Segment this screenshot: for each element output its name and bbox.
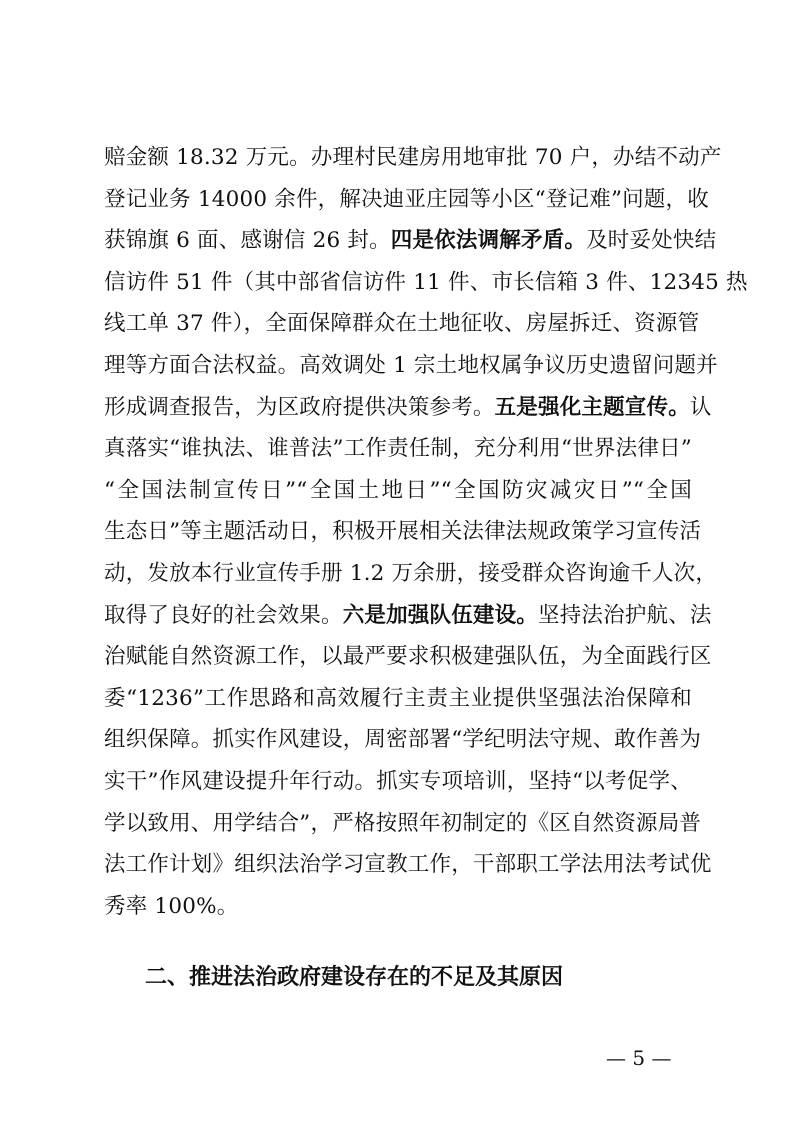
text-segment: 真落实“谁执法、谁普法”工作责任制，充分利用“世界法律日” <box>104 436 692 462</box>
body-text-line <box>104 180 709 220</box>
body-text-line <box>104 221 717 261</box>
body-text-line <box>104 429 692 469</box>
body-text-line <box>104 845 712 885</box>
body-text-line <box>104 346 718 386</box>
body-text-line <box>104 762 692 802</box>
body-text-line <box>104 471 692 511</box>
body-text-line <box>104 637 712 677</box>
text-segment: 及时妥处快结 <box>586 228 717 254</box>
text-segment: 形成调查报告，为区政府提供决策参考。 <box>104 394 495 420</box>
bold-item-heading: 四是依法调解矛盾。 <box>390 228 587 254</box>
text-segment: 取得了良好的社会效果。 <box>104 602 343 628</box>
text-segment: 线工单 37 件），全面保障群众在土地征收、房屋拆迁、资源管 <box>104 311 700 337</box>
body-text-line <box>104 720 702 760</box>
text-segment: 登记业务 14000 余件，解决迪亚庄园等小区“登记难”问题，收 <box>104 186 709 212</box>
text-segment: 法工作计划》组织法治学习宣教工作，干部职工学法用法考试优 <box>104 852 712 878</box>
body-text-line <box>104 554 718 594</box>
text-segment: 获锦旗 6 面、感谢信 26 封。 <box>104 228 391 254</box>
text-segment: 治赋能自然资源工作，以最严要求积极建强队伍，为全面践行区 <box>104 644 712 670</box>
text-segment: 组织保障。抓实作风建设，周密部署“学纪明法守规、敢作善为 <box>104 727 702 753</box>
text-segment: 委“1236”工作思路和高效履行主责主业提供坚强法治保障和 <box>104 685 692 711</box>
body-text-line <box>104 138 722 178</box>
text-segment: 认 <box>689 394 712 420</box>
text-segment: 生态日”等主题活动日，积极开展相关法律法规政策学习宣传活 <box>104 519 702 545</box>
body-text-line <box>104 263 748 303</box>
text-segment: 动，发放本行业宣传手册 1.2 万余册，接受群众咨询逾千人次， <box>104 561 718 586</box>
body-text-line <box>104 804 702 844</box>
page-number: — 5 — <box>606 1046 672 1071</box>
body-text-line <box>104 304 700 344</box>
body-text-line <box>104 887 692 927</box>
body-text-line <box>104 388 712 428</box>
text-segment: 学以致用、用学结合”，严格按照年初制定的《区自然资源局普 <box>104 810 702 836</box>
text-segment: “全国法制宣传日”“全国土地日”“全国防灾减灾日”“全国 <box>104 477 692 503</box>
body-text-line <box>104 679 692 719</box>
text-segment: 信访件 51 件（其中部省信访件 11 件、市长信箱 3 件、12345 热 <box>104 269 748 295</box>
text-segment: 实干”作风建设提升年行动。抓实专项培训，坚持“以考促学、 <box>104 769 692 794</box>
body-text-line <box>104 512 702 552</box>
bold-item-heading: 六是加强队伍建设。 <box>342 602 539 628</box>
text-segment: 秀率 100%。 <box>104 893 239 919</box>
text-segment: 赔金额 18.32 万元。办理村民建房用地审批 70 户，办结不动产 <box>104 145 722 170</box>
body-text-line <box>104 596 712 636</box>
section-heading: 二、推进法治政府建设存在的不足及其原因 <box>145 965 564 991</box>
text-segment: 坚持法治护航、法 <box>538 602 712 628</box>
text-segment: 理等方面合法权益。高效调处 1 宗土地权属争议历史遗留问题并 <box>104 353 718 378</box>
bold-item-heading: 五是强化主题宣传。 <box>494 394 690 420</box>
